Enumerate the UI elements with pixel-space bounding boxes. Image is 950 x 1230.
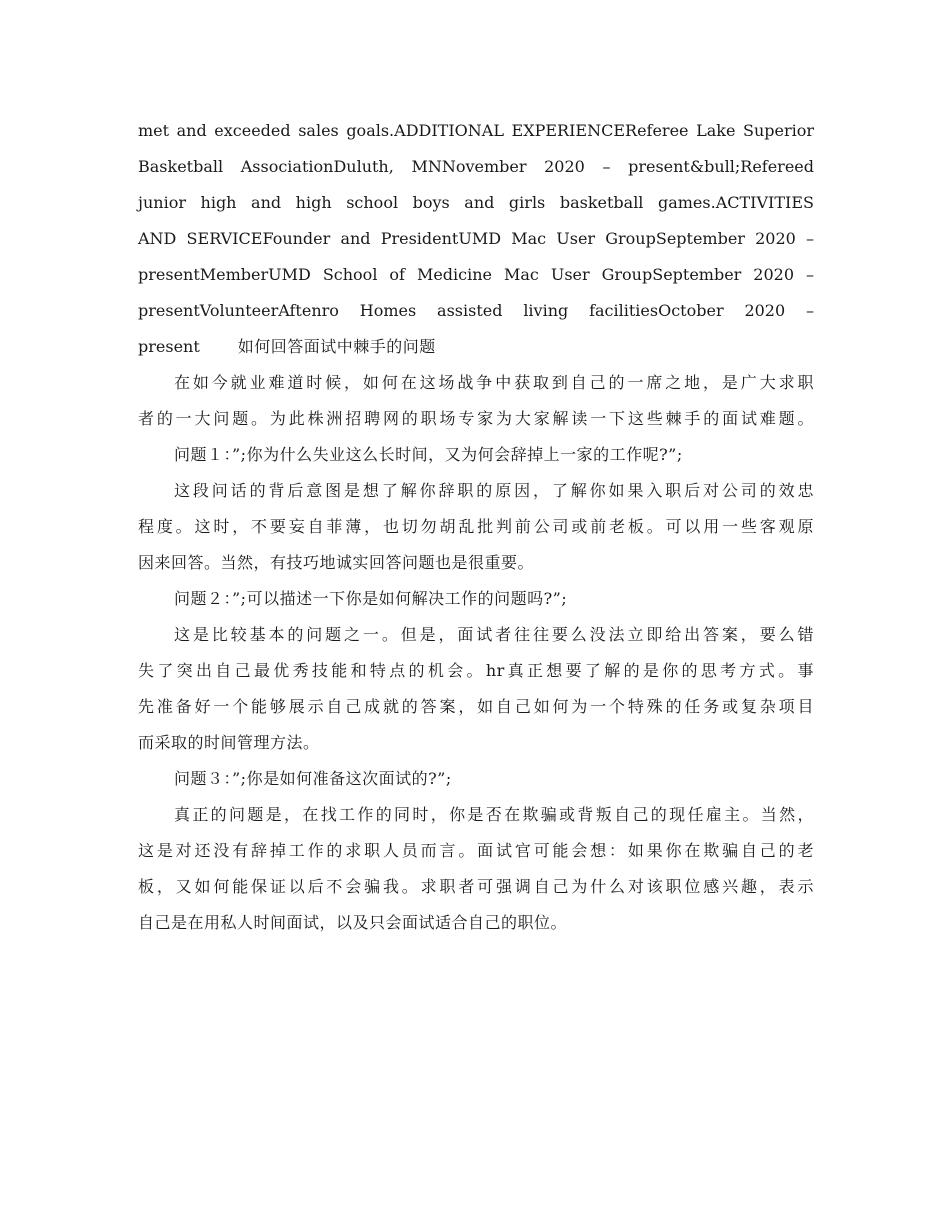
answer-2-line-1: 这是比较基本的问题之一。但是，面试者往往要么没法立即给出答案，要么错 bbox=[174, 625, 814, 644]
answer-1-line-3: 因来回答。当然，有技巧地诚实回答问题也是很重要。 bbox=[138, 553, 535, 572]
question-1: 问题１：”;你为什么失业这么长时间，又为何会辞掉上一家的工作呢?”; bbox=[174, 445, 683, 464]
english-line-7 bbox=[138, 329, 814, 365]
answer-1-line-1: 这段问话的背后意图是想了解你辞职的原因，了解你如果入职后对公司的效忠 bbox=[174, 481, 814, 500]
paragraph-intro-line-2: 者的一大问题。为此株洲招聘网的职场专家为大家解读一下这些棘手的面试难题。 bbox=[138, 409, 814, 428]
answer-2-line-4: 而采取的时间管理方法。 bbox=[138, 733, 320, 752]
question-3: 问题３：”;你是如何准备这次面试的?”; bbox=[174, 769, 452, 788]
english-line-4: AND SERVICEFounder and PresidentUMD Mac User GroupSeptember 2020 – bbox=[138, 229, 814, 248]
english-last-word: present bbox=[138, 337, 200, 356]
answer-3-line-4: 自己是在用私人时间面试，以及只会面试适合自己的职位。 bbox=[138, 913, 568, 932]
answer-3-line-2: 这是对还没有辞掉工作的求职人员而言。面试官可能会想：如果你在欺骗自己的老 bbox=[138, 841, 814, 860]
answer-1-line-2: 程度。这时，不要妄自菲薄，也切勿胡乱批判前公司或前老板。可以用一些客观原 bbox=[138, 517, 814, 536]
english-line-2: Basketball AssociationDuluth, MNNovember 2020 – present&bull;Refereed bbox=[138, 157, 814, 176]
document-page bbox=[138, 113, 814, 941]
answer-2-line-2: 失了突出自己最优秀技能和特点的机会。hr真正想要了解的是你的思考方式。事 bbox=[138, 661, 814, 680]
question-2: 问题２：”;可以描述一下你是如何解决工作的问题吗?”; bbox=[174, 589, 568, 608]
answer-3-line-1: 真正的问题是，在找工作的同时，你是否在欺骗或背叛自己的现任雇主。当然， bbox=[174, 805, 814, 824]
paragraph-intro-line-1: 在如今就业难道时候，如何在这场战争中获取到自己的一席之地，是广大求职 bbox=[174, 373, 814, 392]
english-line-1: met and exceeded sales goals.ADDITIONAL EXPERIENCEReferee Lake Superior bbox=[138, 121, 814, 140]
answer-3-line-3: 板，又如何能保证以后不会骗我。求职者可强调自己为什么对该职位感兴趣，表示 bbox=[138, 877, 814, 896]
english-line-6: presentVolunteerAftenro Homes assisted living facilitiesOctober 2020 – bbox=[138, 301, 814, 320]
english-line-5: presentMemberUMD School of Medicine Mac User GroupSeptember 2020 – bbox=[138, 265, 814, 284]
answer-2-line-3: 先准备好一个能够展示自己成就的答案，如自己如何为一个特殊的任务或复杂项目 bbox=[138, 697, 814, 716]
section-title: 如何回答面试中棘手的问题 bbox=[237, 337, 436, 356]
english-line-3: junior high and high school boys and girls basketball games.ACTIVITIES bbox=[138, 193, 814, 212]
